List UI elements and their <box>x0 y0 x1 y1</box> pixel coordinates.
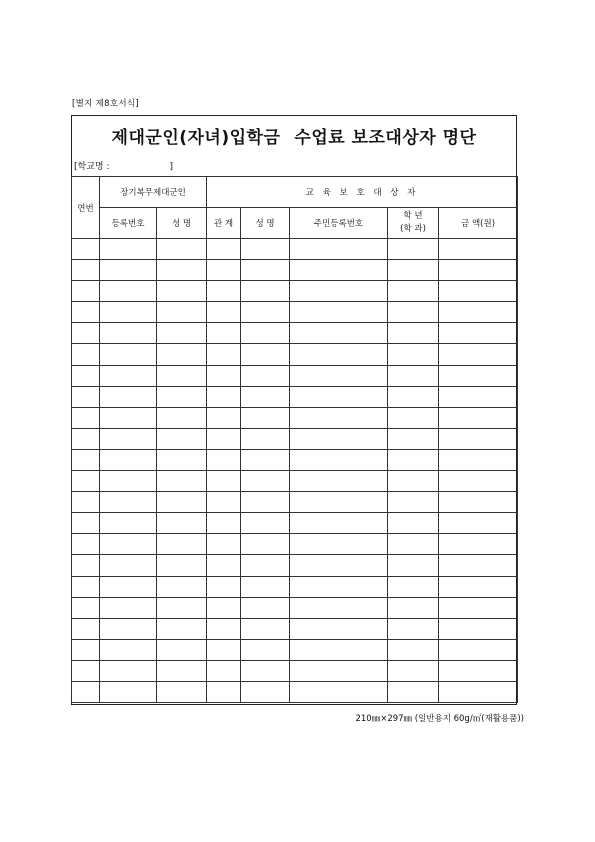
table-cell[interactable] <box>157 365 207 386</box>
table-cell[interactable] <box>100 471 157 492</box>
table-cell[interactable] <box>388 618 439 639</box>
table-row <box>72 681 518 702</box>
table-cell[interactable] <box>241 660 290 681</box>
header-grade-line1: 학 년 <box>403 211 423 221</box>
table-cell[interactable] <box>72 281 100 302</box>
table-row <box>72 471 518 492</box>
table-cell[interactable] <box>157 660 207 681</box>
table-cell[interactable] <box>207 323 241 344</box>
table-row <box>72 428 518 449</box>
table-cell[interactable] <box>72 449 100 470</box>
table-row <box>72 407 518 428</box>
table-cell[interactable] <box>72 681 100 702</box>
table-cell[interactable] <box>290 534 388 555</box>
table-cell[interactable] <box>157 428 207 449</box>
table-cell[interactable] <box>207 597 241 618</box>
table-row <box>72 555 518 576</box>
table-cell[interactable] <box>388 513 439 534</box>
table-cell[interactable] <box>388 597 439 618</box>
table-cell[interactable] <box>439 618 518 639</box>
table-cell[interactable] <box>439 281 518 302</box>
table-cell[interactable] <box>100 576 157 597</box>
table-cell[interactable] <box>207 471 241 492</box>
table-row <box>72 260 518 281</box>
table-cell[interactable] <box>388 407 439 428</box>
table-cell[interactable] <box>241 576 290 597</box>
table-cell[interactable] <box>290 386 388 407</box>
table-cell[interactable] <box>290 681 388 702</box>
table-cell[interactable] <box>207 449 241 470</box>
header-reg-no: 등록번호 <box>100 208 157 239</box>
table-cell[interactable] <box>241 302 290 323</box>
table-cell[interactable] <box>100 407 157 428</box>
table-cell[interactable] <box>207 639 241 660</box>
table-cell[interactable] <box>207 365 241 386</box>
table-cell[interactable] <box>241 555 290 576</box>
table-cell[interactable] <box>100 534 157 555</box>
table-row <box>72 513 518 534</box>
table-cell[interactable] <box>100 281 157 302</box>
table-cell[interactable] <box>388 302 439 323</box>
table-cell[interactable] <box>207 534 241 555</box>
table-cell[interactable] <box>241 681 290 702</box>
table-cell[interactable] <box>157 555 207 576</box>
school-name-field <box>74 159 173 172</box>
table-cell[interactable] <box>72 260 100 281</box>
table-cell[interactable] <box>207 239 241 260</box>
table-cell[interactable] <box>157 513 207 534</box>
table-row <box>72 534 518 555</box>
header-grade-line2: (학 과) <box>400 224 426 234</box>
table-cell[interactable] <box>72 618 100 639</box>
table-cell[interactable] <box>100 260 157 281</box>
table-cell[interactable] <box>290 471 388 492</box>
table-cell[interactable] <box>388 534 439 555</box>
table-cell[interactable] <box>439 660 518 681</box>
table-cell[interactable] <box>207 576 241 597</box>
table-cell[interactable] <box>207 302 241 323</box>
table-cell[interactable] <box>439 681 518 702</box>
table-cell[interactable] <box>207 513 241 534</box>
table-cell[interactable] <box>388 281 439 302</box>
table-cell[interactable] <box>100 492 157 513</box>
school-label: [학교명 : <box>74 162 110 172</box>
table-row <box>72 492 518 513</box>
table-cell[interactable] <box>157 576 207 597</box>
table-cell[interactable] <box>439 302 518 323</box>
header-name2: 성 명 <box>241 208 290 239</box>
table-cell[interactable] <box>388 492 439 513</box>
table-cell[interactable] <box>241 639 290 660</box>
table-cell[interactable] <box>388 260 439 281</box>
table-row <box>72 323 518 344</box>
table-row <box>72 281 518 302</box>
table-cell[interactable] <box>439 513 518 534</box>
table-cell[interactable] <box>72 239 100 260</box>
table-cell[interactable] <box>157 681 207 702</box>
table-cell[interactable] <box>157 239 207 260</box>
table-body <box>72 239 518 703</box>
table-cell[interactable] <box>157 407 207 428</box>
header-relation: 관 계 <box>207 208 241 239</box>
table-cell[interactable] <box>100 513 157 534</box>
table-cell[interactable] <box>72 660 100 681</box>
table-cell[interactable] <box>241 471 290 492</box>
table-cell[interactable] <box>72 576 100 597</box>
table-cell[interactable] <box>439 386 518 407</box>
table-cell[interactable] <box>241 365 290 386</box>
table-cell[interactable] <box>157 449 207 470</box>
table-cell[interactable] <box>157 492 207 513</box>
table-cell[interactable] <box>241 618 290 639</box>
table-cell[interactable] <box>72 597 100 618</box>
table-cell[interactable] <box>100 555 157 576</box>
table-cell[interactable] <box>207 618 241 639</box>
table-cell[interactable] <box>100 597 157 618</box>
table-cell[interactable] <box>241 428 290 449</box>
header-education-group: 교 육 보 호 대 상 자 <box>207 177 518 208</box>
table-cell[interactable] <box>439 365 518 386</box>
form-frame <box>71 115 517 705</box>
table-cell[interactable] <box>241 239 290 260</box>
table-cell[interactable] <box>157 618 207 639</box>
table-cell[interactable] <box>72 492 100 513</box>
table-cell[interactable] <box>100 386 157 407</box>
table-cell[interactable] <box>207 660 241 681</box>
table-cell[interactable] <box>388 344 439 365</box>
paper-spec-footer: 210㎜×297㎜ (일반용지 60g/㎡(재활용품)) <box>355 714 524 724</box>
table-cell[interactable] <box>241 534 290 555</box>
table-cell[interactable] <box>388 365 439 386</box>
table-cell[interactable] <box>241 513 290 534</box>
table-cell[interactable] <box>72 639 100 660</box>
table-cell[interactable] <box>290 281 388 302</box>
table-cell[interactable] <box>290 344 388 365</box>
table-cell[interactable] <box>157 260 207 281</box>
table-cell[interactable] <box>72 365 100 386</box>
table-row <box>72 239 518 260</box>
table-cell[interactable] <box>439 471 518 492</box>
table-cell[interactable] <box>100 449 157 470</box>
table-cell[interactable] <box>241 281 290 302</box>
table-cell[interactable] <box>439 576 518 597</box>
table-cell[interactable] <box>290 597 388 618</box>
table-cell[interactable] <box>157 344 207 365</box>
table-cell[interactable] <box>439 407 518 428</box>
table-cell[interactable] <box>157 597 207 618</box>
table-cell[interactable] <box>72 513 100 534</box>
roster-table <box>71 176 518 703</box>
table-cell[interactable] <box>290 239 388 260</box>
table-cell[interactable] <box>72 407 100 428</box>
form-label: [별지 제8호서식] <box>72 99 140 109</box>
table-cell[interactable] <box>388 323 439 344</box>
table-cell[interactable] <box>100 681 157 702</box>
table-cell[interactable] <box>100 618 157 639</box>
table-row <box>72 365 518 386</box>
table-cell[interactable] <box>100 639 157 660</box>
table-cell[interactable] <box>439 344 518 365</box>
table-cell[interactable] <box>290 660 388 681</box>
table-cell[interactable] <box>388 386 439 407</box>
table-cell[interactable] <box>290 365 388 386</box>
table-cell[interactable] <box>157 323 207 344</box>
table-cell[interactable] <box>207 407 241 428</box>
table-cell[interactable] <box>207 492 241 513</box>
header-grade <box>388 208 439 239</box>
table-cell[interactable] <box>100 239 157 260</box>
table-cell[interactable] <box>72 534 100 555</box>
table-cell[interactable] <box>290 555 388 576</box>
table-cell[interactable] <box>72 428 100 449</box>
table-cell[interactable] <box>157 471 207 492</box>
table-cell[interactable] <box>207 386 241 407</box>
table-cell[interactable] <box>439 492 518 513</box>
table-cell[interactable] <box>241 407 290 428</box>
school-close: ] <box>169 162 174 172</box>
table-cell[interactable] <box>241 260 290 281</box>
table-cell[interactable] <box>100 323 157 344</box>
table-cell[interactable] <box>290 618 388 639</box>
table-cell[interactable] <box>439 534 518 555</box>
header-amount: 금 액(원) <box>439 208 518 239</box>
table-cell[interactable] <box>207 260 241 281</box>
table-row <box>72 660 518 681</box>
table-cell[interactable] <box>100 428 157 449</box>
table-cell[interactable] <box>388 555 439 576</box>
table-cell[interactable] <box>207 344 241 365</box>
table-cell[interactable] <box>72 344 100 365</box>
table-cell[interactable] <box>157 639 207 660</box>
table-cell[interactable] <box>241 492 290 513</box>
form-title <box>72 123 516 148</box>
table-cell[interactable] <box>241 449 290 470</box>
table-cell[interactable] <box>290 428 388 449</box>
table-cell[interactable] <box>388 239 439 260</box>
table-cell[interactable] <box>388 449 439 470</box>
table-row <box>72 302 518 323</box>
table-cell[interactable] <box>439 239 518 260</box>
table-cell[interactable] <box>72 386 100 407</box>
table-cell[interactable] <box>207 428 241 449</box>
table-cell[interactable] <box>100 660 157 681</box>
table-row <box>72 597 518 618</box>
table-cell[interactable] <box>241 597 290 618</box>
table-cell[interactable] <box>439 449 518 470</box>
table-cell[interactable] <box>439 428 518 449</box>
table-cell[interactable] <box>388 639 439 660</box>
table-row <box>72 576 518 597</box>
table-cell[interactable] <box>241 386 290 407</box>
table-cell[interactable] <box>157 281 207 302</box>
title-part2: 수업료 보조대상자 명단 <box>294 128 477 148</box>
table-cell[interactable] <box>388 681 439 702</box>
table-cell[interactable] <box>439 639 518 660</box>
table-cell[interactable] <box>72 302 100 323</box>
title-part1: 제대군인(자녀)입학금 <box>111 128 281 148</box>
table-cell[interactable] <box>72 555 100 576</box>
table-cell[interactable] <box>290 492 388 513</box>
header-row-2 <box>72 208 518 239</box>
table-cell[interactable] <box>157 534 207 555</box>
table-cell[interactable] <box>241 323 290 344</box>
table-cell[interactable] <box>100 344 157 365</box>
table-row <box>72 639 518 660</box>
table-cell[interactable] <box>388 428 439 449</box>
table-cell[interactable] <box>290 323 388 344</box>
header-resident-no: 주민등록번호 <box>290 208 388 239</box>
table-cell[interactable] <box>290 260 388 281</box>
table-cell[interactable] <box>439 260 518 281</box>
table-cell[interactable] <box>290 407 388 428</box>
table-cell[interactable] <box>290 639 388 660</box>
table-cell[interactable] <box>157 302 207 323</box>
table-cell[interactable] <box>100 302 157 323</box>
table-cell[interactable] <box>290 513 388 534</box>
table-cell[interactable] <box>72 471 100 492</box>
table-cell[interactable] <box>388 471 439 492</box>
table-row <box>72 344 518 365</box>
table-cell[interactable] <box>72 323 100 344</box>
table-cell[interactable] <box>290 449 388 470</box>
table-cell[interactable] <box>388 576 439 597</box>
table-cell[interactable] <box>439 555 518 576</box>
table-cell[interactable] <box>207 281 241 302</box>
header-name1: 성 명 <box>157 208 207 239</box>
header-veteran-group: 장기복무제대군인 <box>100 177 207 208</box>
table-cell[interactable] <box>157 386 207 407</box>
table-cell[interactable] <box>290 302 388 323</box>
table-cell[interactable] <box>207 681 241 702</box>
table-cell[interactable] <box>290 576 388 597</box>
table-cell[interactable] <box>439 323 518 344</box>
table-cell[interactable] <box>100 365 157 386</box>
table-cell[interactable] <box>388 660 439 681</box>
table-cell[interactable] <box>241 344 290 365</box>
header-row-1 <box>72 177 518 208</box>
table-cell[interactable] <box>207 555 241 576</box>
table-row <box>72 386 518 407</box>
table-cell[interactable] <box>439 597 518 618</box>
header-serial: 연번 <box>72 177 100 239</box>
table-row <box>72 618 518 639</box>
table-row <box>72 449 518 470</box>
